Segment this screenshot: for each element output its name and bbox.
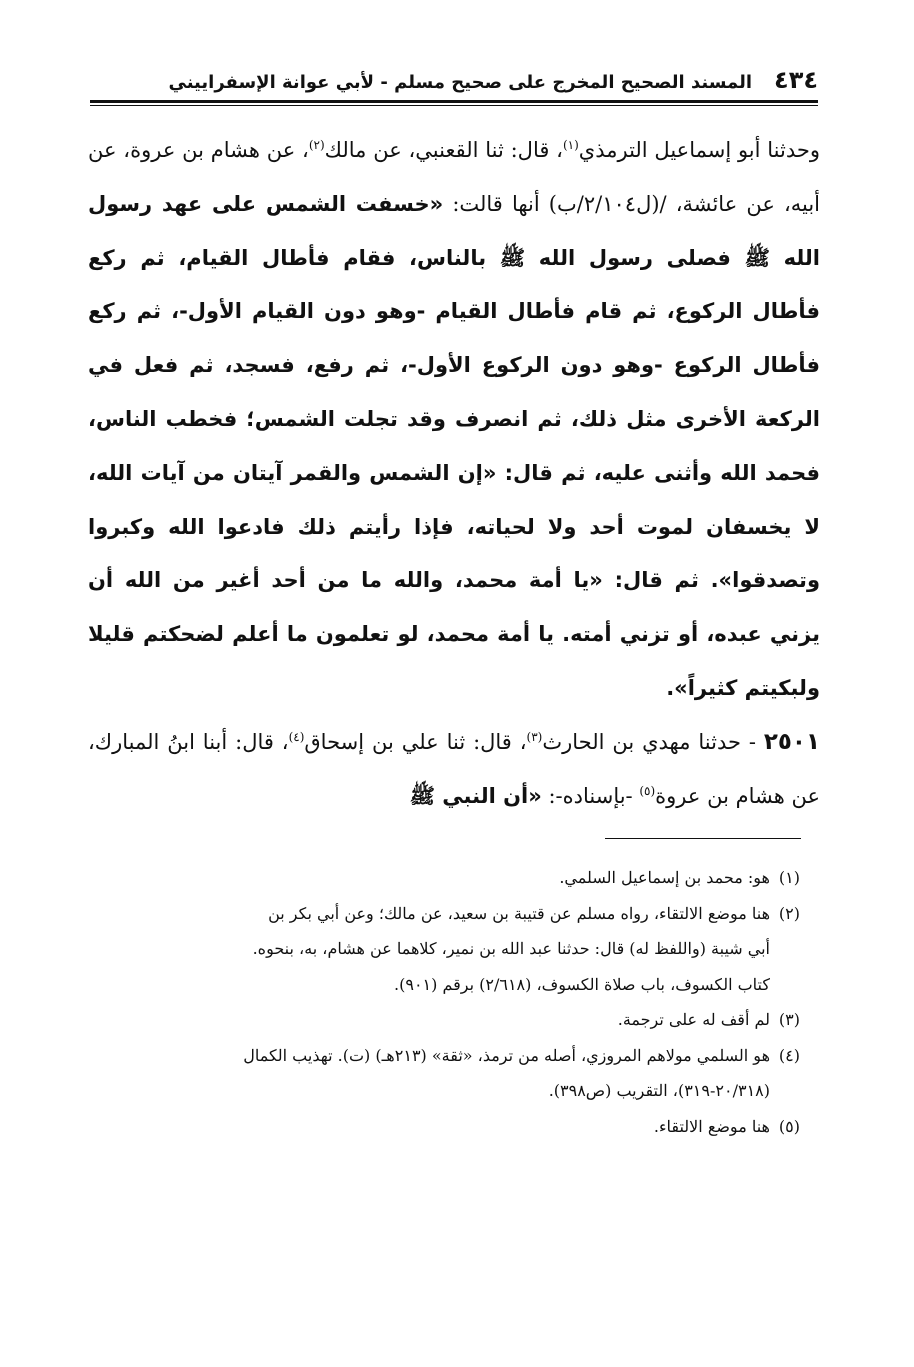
footnote-line: هو السلمي مولاهم المروزي، أصله من ترمذ، «ثقة» (٢١٣هـ) (ت). تهذيب الكمال — [243, 1045, 770, 1065]
footnote-line: هنا موضع الالتقاء، رواه مسلم عن قتيبة بن سعيد، عن مالك؛ وعن أبي بكر بن — [268, 903, 770, 923]
footnote-4 — [88, 1038, 800, 1109]
matn-speech: «إن الشمس والقمر آيتان من آيات الله، لا يخسفان لموت أحد ولا لحياته، فإذا رأيتم ذلك فادعوا الله وكبروا وتصدقوا». ثم قال: «يا أمة محمد، والله ما من أحد أغير من الله أن يزني عبده، أو تزني أمته. يا أمة محمد، لو تعلمون ما أعلم لضحكتم قليلا ولبكيتم كثيراً». — [88, 460, 820, 700]
footnote-line: (٢٠/٣١٨-٣١٩)، التقريب (ص٣٩٨). — [548, 1081, 770, 1100]
footnotes — [88, 860, 800, 1144]
isnad-text: ، قال: أبنا ابنُ المبارك، عن هشام بن عروة — [88, 729, 820, 808]
footnote-ref-3: (٣) — [526, 729, 543, 744]
footnote-line: هو: محمد بن إسماعيل السلمي. — [559, 868, 770, 887]
isnad-text: - حدثنا مهدي بن الحارث — [542, 729, 764, 754]
isnad-text: ، عن هشام بن عروة، عن أبيه، عن عائشة، /(ل٢/١٠٤/ب) أنها قالت: — [88, 138, 821, 216]
footnote-line: لم أقف له على ترجمة. — [617, 1010, 770, 1029]
isnad-text: وحدثنا أبو إسماعيل الترمذي — [578, 138, 821, 162]
hadith-paragraph-2501 — [88, 716, 820, 824]
footnote-separator — [605, 838, 801, 839]
footnote-line: هنا موضع الالتقاء. — [653, 1116, 770, 1136]
matn-text: «خسفت الشمس على عهد رسول الله ﷺ فصلى رسول الله ﷺ بالناس، فقام فأطال القيام، ثم ركع فأطال الركوع، ثم قام فأطال القيام -وهو دون القيام الأول-، ثم ركع فأطال الركوع -وهو دون الركوع الأول-، ثم رفع، فسجد، ثم فعل في الركعة الأخرى مثل ذلك، ثم انصرف وقد تجلت الشمس؛ فخطب الناس، فحمد الله وأثنى عليه، ثم قال: — [88, 191, 821, 485]
footnote-ref-1: (١) — [562, 138, 579, 152]
footnote-ref-4: (٤) — [288, 729, 305, 744]
footnote-1 — [88, 860, 800, 896]
isnad-text: -بإسناده-: — [541, 783, 640, 808]
main-text — [88, 124, 820, 823]
page-number: ٤٣٤ — [774, 66, 818, 94]
footnote-line: أبي شيبة (واللفظ له) قال: حدثنا عبد الله بن نمير، كلاهما عن هشام، به، بنحوه. — [252, 939, 770, 958]
hadith-number: ٢٥٠١ — [763, 728, 820, 755]
isnad-text: ، قال: ثنا علي بن إسحاق — [304, 729, 527, 754]
footnote-number: (٥) — [778, 1116, 800, 1136]
footnote-number: (٣) — [778, 1010, 800, 1029]
footnote-line: كتاب الكسوف، باب صلاة الكسوف، (٢/٦١٨) برقم (٩٠١). — [394, 974, 770, 994]
isnad-text: ، قال: ثنا القعنبي، عن مالك — [324, 138, 563, 162]
footnote-2 — [88, 896, 800, 1003]
matn-text: «أن النبي ﷺ — [409, 783, 542, 808]
footnote-number: (٤) — [778, 1045, 800, 1065]
running-title: المسند الصحيح المخرج على صحيح مسلم - لأبي عوانة الإسفراييني — [168, 72, 753, 93]
footnote-ref-5: (٥) — [639, 783, 656, 798]
header-rule — [90, 100, 818, 106]
hadith-paragraph-2500 — [88, 124, 820, 716]
footnote-5 — [88, 1109, 800, 1145]
footnote-3 — [88, 1002, 800, 1038]
footnote-ref-2: (٢) — [308, 138, 325, 152]
footnote-number: (٢) — [778, 903, 800, 923]
footnote-number: (١) — [778, 868, 800, 887]
